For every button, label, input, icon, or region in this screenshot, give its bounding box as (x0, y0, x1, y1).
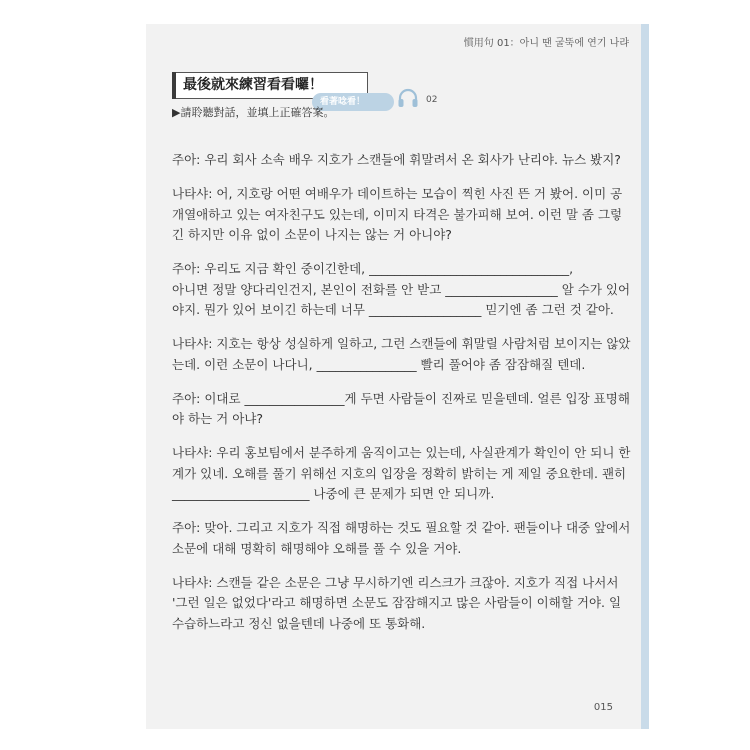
dialogue-line: 주아: 맞아. 그리고 지호가 직접 해명하는 것도 필요할 것 같아. 팬들이나 대중 앞에서 소문에 대해 명확히 해명해야 오해를 풀 수 있을 거야. (172, 520, 635, 556)
dialogue-line: 주아: 우리도 지금 확인 중이긴한데, ________________________________, 아니면 정말 양다리인건지, 본인이 전화를 안 받고 __________________ 알 수가 있어야지. 뭔가 있어 보이긴 하는데 너무 __________________ 믿기엔 좀 그런 것 같아. (172, 261, 631, 317)
dialogue (172, 150, 635, 648)
dialogue-line: 나타샤: 우리 홍보팀에서 분주하게 움직이고는 있는데, 사실관계가 확인이 안 되니 한계가 있네. 오해를 풀기 위해선 지호의 입장을 정확히 밝히는 게 제일 중요한데. 괜히______________________ 나중에 큰 문제가 되면 안 되니까. (172, 445, 631, 501)
section-title: 最後就來練習看看囉！ (172, 72, 368, 99)
dialogue-line: 나타샤: 지호는 항상 성실하게 일하고, 그런 스캔들에 휘말릴 사람처럼 보이지는 않았는데. 이런 소문이 나다니, ________________ 빨리 풀어야 좀 잠잠해질 텐데. (172, 336, 631, 372)
running-title: 慣用句 01：아니 땐 굴뚝에 연기 나랴 (463, 38, 629, 49)
track-number: 02 (426, 95, 438, 105)
dialogue-line: 주아: 이대로 ________________게 두면 사람들이 진짜로 믿을텐데. 얼른 입장 표명해야 하는 거 아냐? (172, 390, 630, 426)
instruction-text: ▶請聆聽對話，並填上正確答案。 (172, 106, 335, 119)
headphones-icon (396, 86, 420, 110)
page-number: 015 (593, 702, 613, 713)
listen-badge: 看著唸看！ (312, 93, 394, 111)
dialogue-line: 주아: 우리 회사 소속 배우 지호가 스캔들에 휘말려서 온 회사가 난리야. 뉴스 봤지? (172, 152, 621, 167)
dialogue-line: 나타샤: 스캔들 같은 소문은 그냥 무시하기엔 리스크가 크잖아. 지호가 직접 나서서 '그런 일은 없었다'라고 해명하면 소문도 잠잠해지고 많은 사람들이 이해할 거야. 일 수습하느라고 정신 없을텐데 나중에 또 통화해. (172, 574, 626, 631)
book-page (146, 24, 649, 729)
dialogue-line: 나타샤: 어, 지호랑 어떤 여배우가 데이트하는 모습이 찍힌 사진 뜬 거 봤어. 이미 공개열애하고 있는 여자친구도 있는데, 이미지 타격은 불가피해 보여. 이런 말 좀 그렇긴 하지만 이유 없이 소문이 나지는 않는 거 아니야? (172, 186, 623, 242)
